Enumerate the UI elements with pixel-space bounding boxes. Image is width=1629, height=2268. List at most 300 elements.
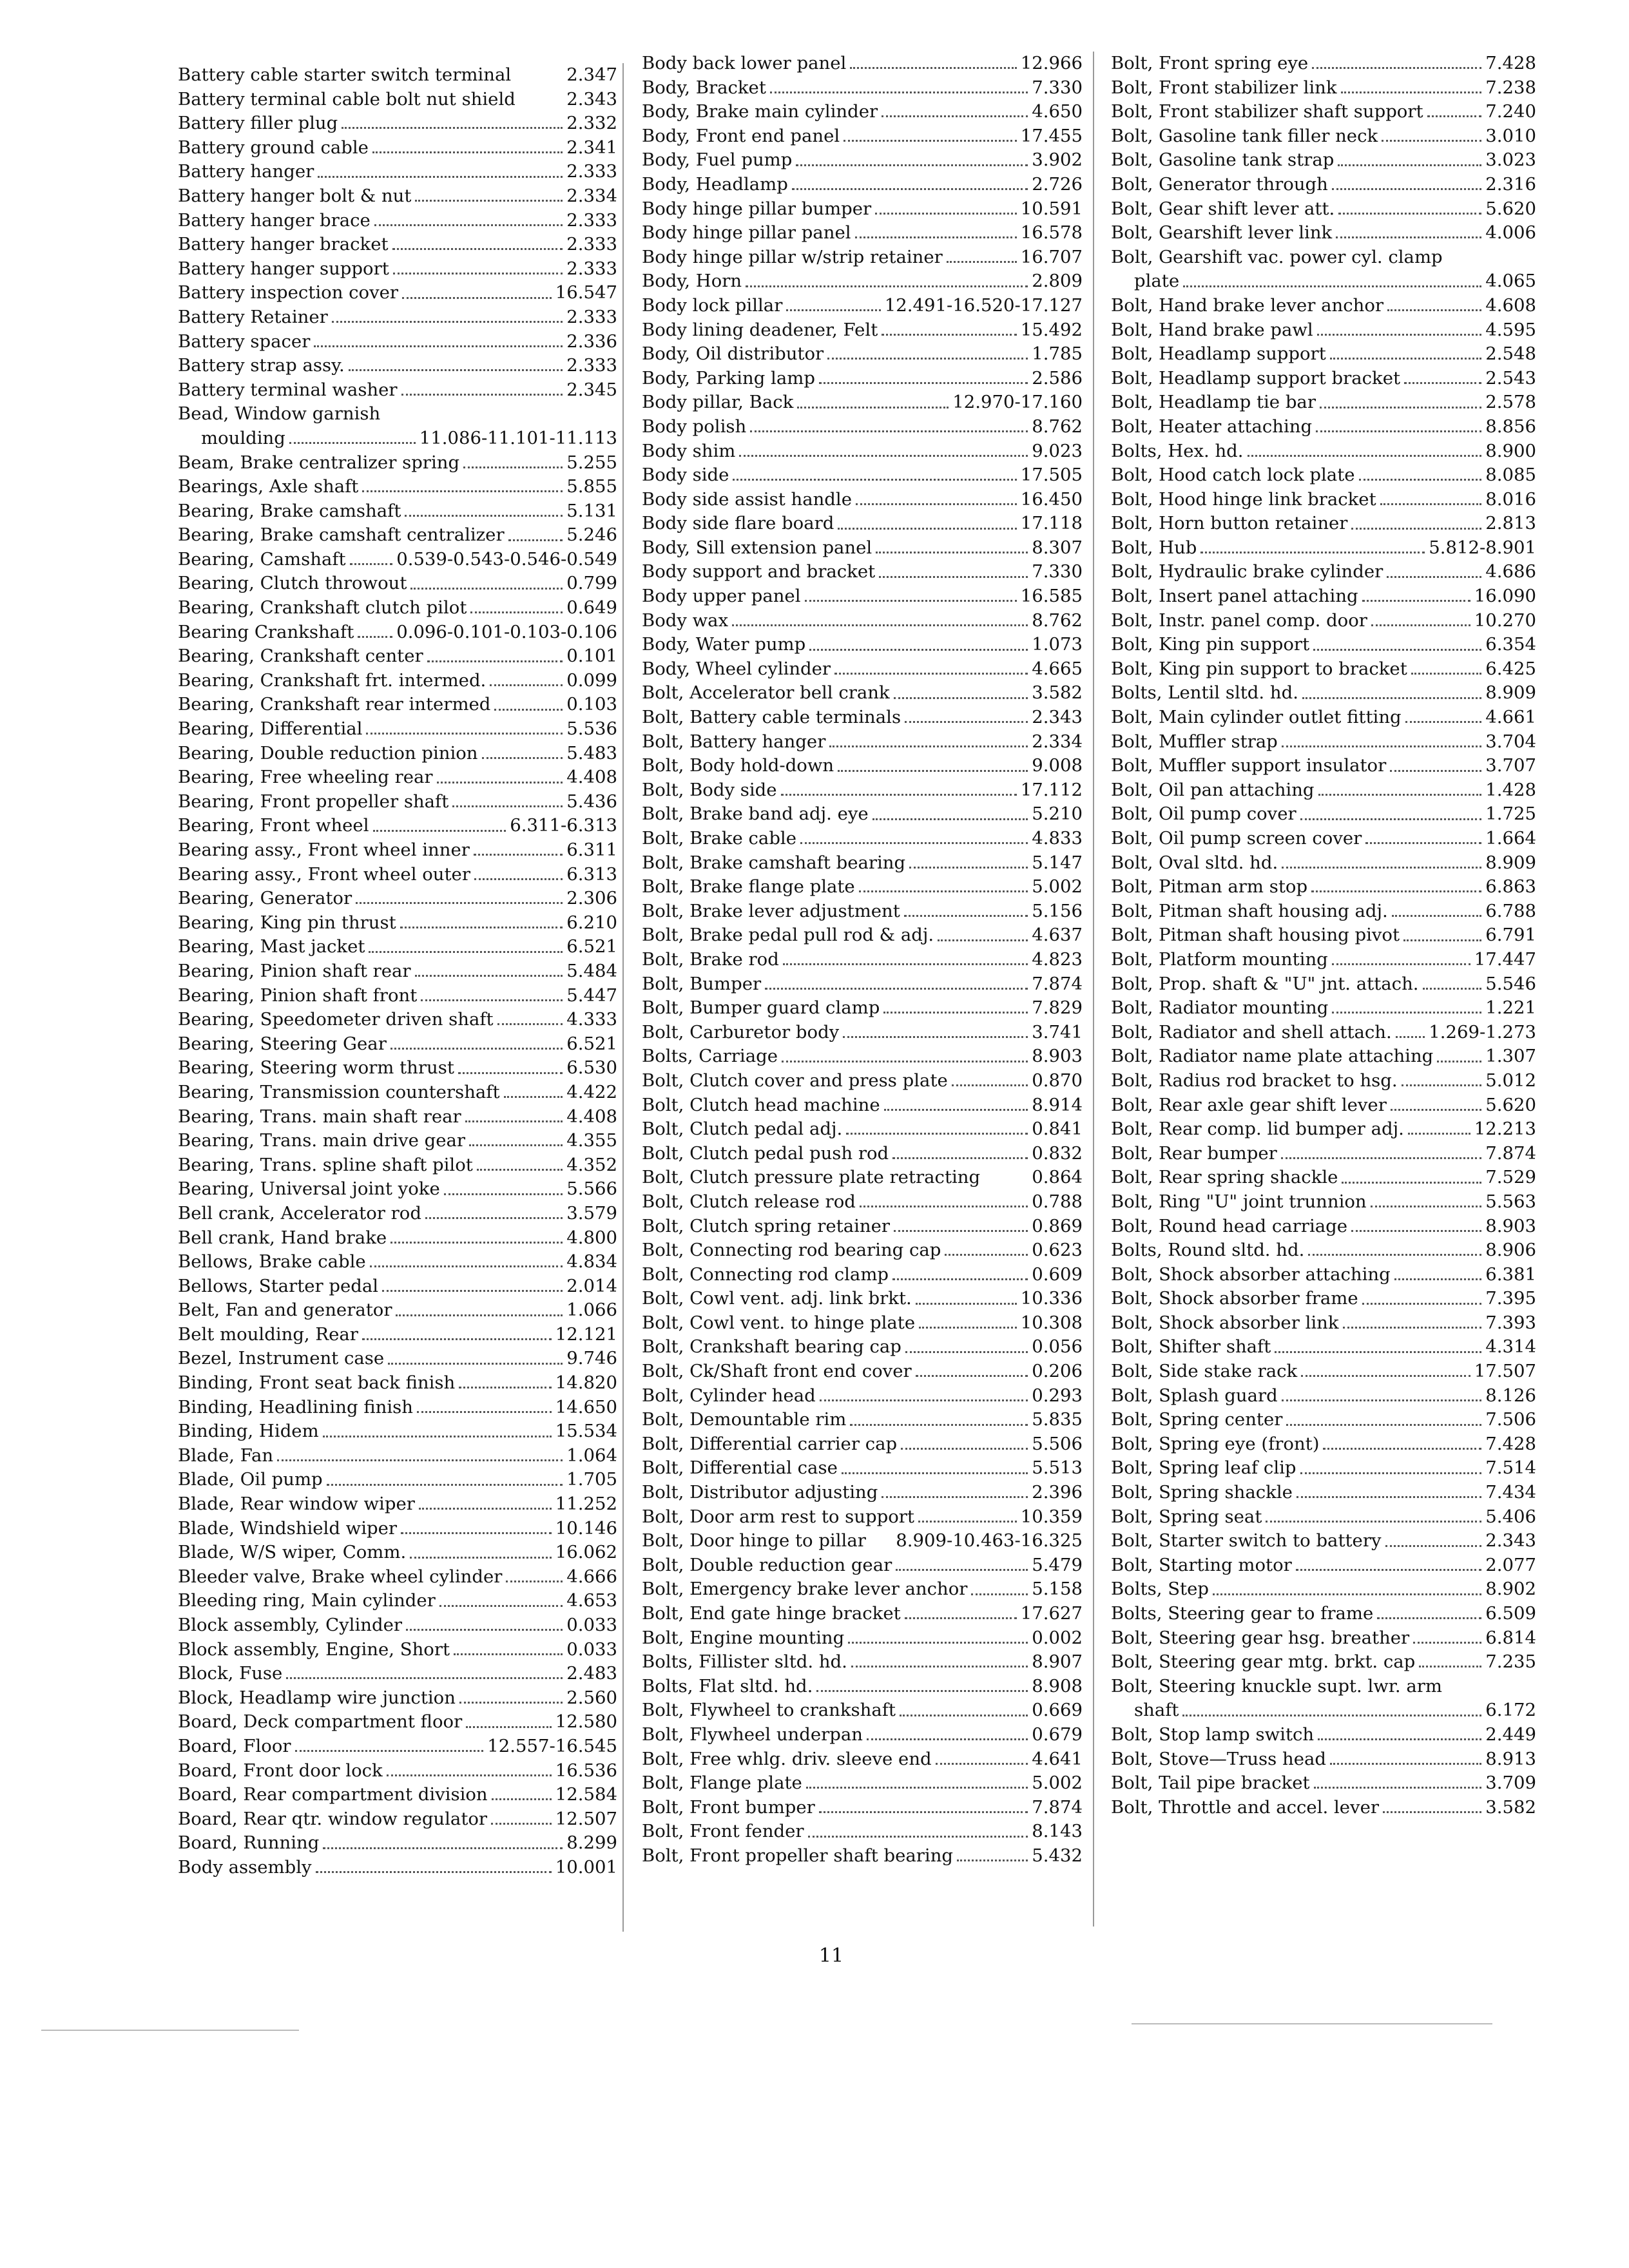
dot-leader bbox=[1351, 528, 1481, 530]
index-entry bbox=[642, 681, 1083, 706]
entry-label: Bolt, Stove—Truss head bbox=[1111, 1748, 1327, 1769]
entry-label: Bolt, Front propeller shaft bearing bbox=[642, 1845, 954, 1866]
index-entry bbox=[1111, 318, 1536, 343]
entry-label: Bolt, Starter switch to battery bbox=[1111, 1530, 1382, 1552]
entry-label: Body, Bracket bbox=[642, 77, 766, 98]
dot-leader bbox=[843, 1036, 1028, 1038]
entry-reference: 5.855 bbox=[566, 476, 617, 497]
entry-label: Body hinge pillar w/strip retainer bbox=[642, 246, 943, 267]
dot-leader bbox=[1301, 1375, 1470, 1377]
entry-reference: 0.033 bbox=[566, 1615, 617, 1635]
dot-leader bbox=[1183, 285, 1481, 287]
entry-label: Board, Rear qtr. window regulator bbox=[178, 1808, 488, 1829]
entry-label: Bearing, Steering Gear bbox=[178, 1033, 387, 1054]
dot-leader bbox=[405, 515, 563, 517]
dot-leader bbox=[1413, 1642, 1481, 1644]
entry-reference: 10.146 bbox=[555, 1517, 617, 1539]
index-entry bbox=[642, 124, 1083, 149]
index-entry bbox=[178, 1783, 617, 1807]
entry-reference: 5.479 bbox=[1032, 1554, 1083, 1575]
entry-label: Body wax bbox=[642, 610, 729, 631]
entry-reference: 2.336 bbox=[566, 331, 617, 352]
index-entry bbox=[178, 548, 617, 572]
index-entry bbox=[642, 1505, 1083, 1530]
index-entry bbox=[642, 1384, 1083, 1408]
entry-label: Belt, Fan and generator bbox=[178, 1300, 392, 1321]
entry-label: Bearing, Transmission countershaft bbox=[178, 1081, 500, 1102]
index-entry bbox=[642, 1142, 1083, 1166]
entry-label: Bolt, Spring leaf clip bbox=[1111, 1457, 1296, 1479]
index-entry bbox=[642, 584, 1083, 609]
dot-leader bbox=[1282, 745, 1481, 747]
entry-reference: 7.395 bbox=[1485, 1288, 1536, 1309]
entry-reference: 16.578 bbox=[1020, 222, 1083, 244]
entry-reference: 0.206 bbox=[1032, 1361, 1083, 1382]
entry-label: Bolt, Demountable rim bbox=[642, 1409, 847, 1430]
index-entry bbox=[642, 1360, 1083, 1384]
index-entry bbox=[178, 717, 617, 742]
entry-label: Bolt, End gate hinge bracket bbox=[642, 1603, 901, 1624]
entry-label: Bolt, Carburetor body bbox=[642, 1021, 840, 1043]
entry-label: Bolt, Oil pump cover bbox=[1111, 803, 1296, 825]
index-entry bbox=[178, 1177, 617, 1202]
entry-reference: 0.539-0.543-0.546-0.549 bbox=[396, 548, 617, 570]
index-entry bbox=[642, 1577, 1083, 1602]
dot-leader bbox=[945, 1254, 1028, 1256]
entry-label: Bearing, Crankshaft frt. intermed. bbox=[178, 669, 487, 691]
dot-leader bbox=[1248, 455, 1482, 457]
entry-label: Bolt, Radius rod bracket to hsg. bbox=[1111, 1070, 1398, 1091]
entry-label: Bolt, Headlamp support bracket bbox=[1111, 367, 1401, 389]
dot-leader bbox=[369, 951, 563, 953]
entry-reference: 0.864 bbox=[1032, 1167, 1083, 1188]
entry-label: Body, Headlamp bbox=[642, 173, 788, 195]
entry-reference: 6.814 bbox=[1485, 1627, 1536, 1648]
entry-label: Bolts, Carriage bbox=[642, 1046, 778, 1067]
entry-label: Bolt, Connecting rod clamp bbox=[642, 1264, 889, 1285]
dot-leader bbox=[947, 261, 1017, 263]
entry-reference: 12.580 bbox=[555, 1711, 617, 1733]
dot-leader bbox=[492, 1798, 552, 1800]
index-entry bbox=[178, 1081, 617, 1105]
entry-label: Bearing, Crankshaft rear intermed bbox=[178, 694, 491, 715]
dot-leader bbox=[1312, 67, 1481, 69]
index-entry bbox=[178, 184, 617, 209]
dot-leader bbox=[765, 988, 1028, 990]
column-divider bbox=[622, 63, 624, 1932]
dot-leader bbox=[1377, 1617, 1481, 1619]
dot-leader bbox=[1351, 1230, 1481, 1232]
entry-reference: 10.308 bbox=[1020, 1312, 1083, 1333]
index-entry bbox=[178, 620, 617, 645]
entry-reference: 4.314 bbox=[1485, 1336, 1536, 1358]
entry-label: Body, Brake main cylinder bbox=[642, 101, 878, 122]
index-entry bbox=[642, 342, 1083, 367]
entry-reference: 0.033 bbox=[566, 1639, 617, 1660]
entry-reference: 4.637 bbox=[1032, 925, 1083, 946]
index-entry bbox=[642, 948, 1083, 972]
index-entry bbox=[1111, 1432, 1536, 1457]
index-entry bbox=[642, 875, 1083, 899]
index-entry bbox=[642, 245, 1083, 270]
dot-leader bbox=[1392, 915, 1481, 917]
dot-leader bbox=[289, 442, 416, 444]
entry-reference: 9.008 bbox=[1032, 755, 1083, 776]
dot-leader bbox=[1182, 1715, 1481, 1716]
entry-label: Bearing, Crankshaft clutch pilot bbox=[178, 597, 467, 619]
entry-label: Binding, Hidem bbox=[178, 1421, 319, 1442]
entry-label: Bolt, Body side bbox=[642, 779, 777, 800]
index-entry bbox=[178, 572, 617, 596]
dot-leader bbox=[783, 963, 1028, 965]
entry-reference: 5.210 bbox=[1032, 803, 1083, 825]
entry-reference: 2.560 bbox=[566, 1687, 617, 1708]
dot-leader bbox=[879, 576, 1028, 578]
dot-leader bbox=[402, 297, 552, 299]
entry-label: Bolt, Clutch pedal push rod bbox=[642, 1142, 889, 1164]
entry-reference: 8.762 bbox=[1032, 416, 1083, 437]
index-entry bbox=[178, 330, 617, 354]
index-entry bbox=[178, 1613, 617, 1638]
entry-label: Bearing, Double reduction pinion bbox=[178, 742, 478, 764]
dot-leader bbox=[1437, 1061, 1481, 1062]
entry-label: Blade, W/S wiper, Comm. bbox=[178, 1542, 407, 1563]
index-entry bbox=[1111, 1117, 1536, 1142]
entry-label: Battery ground cable bbox=[178, 137, 369, 158]
dot-leader bbox=[1281, 1157, 1481, 1159]
index-entry bbox=[178, 1419, 617, 1444]
entry-label: Block, Headlamp wire junction bbox=[178, 1687, 456, 1708]
entry-label: Bolt, Pitman shaft housing adj. bbox=[1111, 900, 1388, 921]
dot-leader bbox=[437, 782, 563, 783]
dot-leader bbox=[1213, 1593, 1481, 1595]
index-entry bbox=[642, 148, 1083, 173]
dot-leader bbox=[827, 358, 1028, 360]
entry-label: Body, Oil distributor bbox=[642, 343, 824, 365]
entry-reference: 8.307 bbox=[1032, 537, 1083, 558]
entry-reference: 6.791 bbox=[1485, 925, 1536, 946]
index-entry bbox=[642, 827, 1083, 851]
index-entry bbox=[178, 1226, 617, 1251]
index-entry bbox=[1111, 560, 1536, 584]
dot-leader bbox=[892, 1157, 1028, 1159]
entry-reference: 8.903 bbox=[1032, 1046, 1083, 1067]
entry-reference: 4.653 bbox=[566, 1590, 617, 1611]
index-entry bbox=[642, 390, 1083, 415]
dot-leader bbox=[469, 1144, 563, 1146]
entry-label: Body, Water pump bbox=[642, 634, 806, 655]
dot-leader bbox=[506, 1581, 563, 1582]
index-entry bbox=[178, 959, 617, 984]
entry-label: Bolt, Headlamp tie bar bbox=[1111, 392, 1316, 413]
entry-label: Bolts, Steering gear to frame bbox=[1111, 1603, 1374, 1624]
entry-reference: 2.333 bbox=[566, 234, 617, 255]
entry-reference: 1.066 bbox=[566, 1300, 617, 1321]
index-entry bbox=[178, 1202, 617, 1226]
dot-leader bbox=[892, 1278, 1028, 1280]
entry-label: Bolt, Brake rod bbox=[642, 948, 779, 970]
index-entry bbox=[1111, 851, 1536, 876]
entry-label: Bolt, Pitman arm stop bbox=[1111, 876, 1308, 898]
entry-label: Bolt, Front stabilizer shaft support bbox=[1111, 101, 1423, 122]
entry-label: Bolt, Door arm rest to support bbox=[642, 1506, 914, 1527]
entry-label: Body, Front end panel bbox=[642, 125, 840, 146]
entry-label: Bolt, Hub bbox=[1111, 537, 1197, 558]
dot-leader bbox=[919, 1327, 1017, 1329]
entry-label: Bolt, Rear comp. lid bumper adj. bbox=[1111, 1119, 1404, 1140]
dot-leader bbox=[374, 224, 563, 226]
entry-label: Bolt, Crankshaft bearing cap bbox=[642, 1336, 901, 1358]
index-entry bbox=[178, 1371, 617, 1396]
dot-leader bbox=[1380, 503, 1482, 505]
index-entry bbox=[1111, 342, 1536, 367]
dot-leader bbox=[370, 1265, 563, 1267]
entry-label: Bearing, King pin thrust bbox=[178, 912, 396, 933]
dot-leader bbox=[1396, 1036, 1425, 1038]
index-entry bbox=[1111, 1553, 1536, 1578]
index-entry bbox=[642, 221, 1083, 245]
dot-leader bbox=[957, 1860, 1028, 1861]
index-entry bbox=[178, 1492, 617, 1517]
entry-label: Bolt, Hood hinge link bracket bbox=[1111, 488, 1376, 510]
dot-leader bbox=[1403, 939, 1481, 941]
entry-label: Bellows, Starter pedal bbox=[178, 1275, 379, 1296]
scan-artifact-line bbox=[1132, 2023, 1492, 2024]
dot-leader bbox=[366, 733, 563, 735]
index-entry bbox=[642, 1844, 1083, 1869]
dot-leader bbox=[834, 673, 1028, 675]
entry-reference: 2.334 bbox=[566, 185, 617, 206]
index-entry bbox=[642, 609, 1083, 633]
entry-label: Bolt, Oval sltd. hd. bbox=[1111, 852, 1278, 873]
index-entry bbox=[642, 1021, 1083, 1045]
index-entry bbox=[642, 173, 1083, 197]
entry-label: Bolt, Cowl vent. adj. link brkt. bbox=[642, 1288, 912, 1309]
entry-label: Bearing, Steering worm thrust bbox=[178, 1057, 454, 1079]
index-entry bbox=[1111, 390, 1536, 415]
entry-label: Bolt, Double reduction gear bbox=[642, 1554, 892, 1575]
index-entry bbox=[642, 1263, 1083, 1287]
entry-reference: 16.536 bbox=[555, 1760, 617, 1781]
dot-leader bbox=[1313, 649, 1481, 651]
entry-label: Battery spacer bbox=[178, 331, 311, 352]
entry-label: Bolt, Heater attaching bbox=[1111, 416, 1313, 437]
entry-reference: 10.001 bbox=[555, 1856, 617, 1878]
index-entry bbox=[178, 1517, 617, 1541]
entry-reference: 8.909-10.463-16.325 bbox=[896, 1530, 1083, 1552]
entry-reference: 1.307 bbox=[1485, 1046, 1536, 1067]
index-entry bbox=[1111, 1311, 1536, 1336]
index-entry bbox=[178, 88, 617, 112]
entry-reference: 6.354 bbox=[1485, 634, 1536, 655]
index-entry bbox=[642, 1820, 1083, 1844]
entry-label: Bolt, Rear spring shackle bbox=[1111, 1167, 1338, 1188]
dot-leader bbox=[918, 1521, 1017, 1523]
dot-leader bbox=[1338, 164, 1481, 166]
entry-label: Body side flare board bbox=[642, 513, 834, 534]
index-column-2 bbox=[642, 52, 1083, 1869]
entry-reference: 2.347 bbox=[566, 64, 617, 85]
entry-label: Body hinge pillar bumper bbox=[642, 198, 872, 219]
index-entry bbox=[642, 778, 1083, 803]
dot-leader bbox=[819, 382, 1028, 384]
scan-artifact-line bbox=[41, 2030, 299, 2031]
entry-reference: 0.669 bbox=[1032, 1700, 1083, 1721]
entry-reference: 7.514 bbox=[1485, 1457, 1536, 1479]
index-entry bbox=[1111, 802, 1536, 827]
entry-label: Bolts, Flat sltd. hd. bbox=[642, 1675, 813, 1696]
entry-label: Battery terminal washer bbox=[178, 379, 398, 400]
entry-label: Battery filler plug bbox=[178, 113, 338, 134]
entry-label: Bolt, Shock absorber link bbox=[1111, 1312, 1339, 1333]
entry-reference: 17.112 bbox=[1020, 779, 1083, 800]
dot-leader bbox=[323, 1847, 563, 1849]
dot-leader bbox=[900, 1715, 1028, 1716]
entry-reference: 11.086-11.101-11.113 bbox=[419, 427, 617, 448]
index-entry bbox=[642, 1675, 1083, 1699]
entry-reference: 6.530 bbox=[566, 1057, 617, 1079]
entry-label: Battery hanger bracket bbox=[178, 234, 389, 255]
dot-leader bbox=[1316, 430, 1481, 432]
entry-label: Bolt, Door hinge to pillar bbox=[642, 1530, 866, 1552]
index-entry bbox=[1111, 197, 1536, 222]
entry-reference: 17.505 bbox=[1020, 465, 1083, 486]
entry-label: Body polish bbox=[642, 416, 747, 437]
entry-label: Bolt, Body hold-down bbox=[642, 755, 834, 776]
entry-label: Bezel, Instrument case bbox=[178, 1348, 385, 1369]
dot-leader bbox=[458, 1072, 563, 1074]
dot-leader bbox=[406, 1629, 563, 1631]
index-entry bbox=[178, 281, 617, 305]
dot-leader bbox=[1275, 1351, 1481, 1353]
entry-reference: 16.707 bbox=[1020, 246, 1083, 267]
entry-reference: 12.213 bbox=[1474, 1119, 1536, 1140]
entry-reference: 16.450 bbox=[1020, 488, 1083, 510]
index-entry bbox=[178, 1056, 617, 1081]
index-entry bbox=[178, 1444, 617, 1468]
entry-reference: 16.585 bbox=[1020, 586, 1083, 607]
dot-leader bbox=[474, 854, 563, 856]
entry-reference: 4.608 bbox=[1485, 294, 1536, 316]
dot-leader bbox=[1394, 1278, 1482, 1280]
entry-reference: 8.143 bbox=[1032, 1821, 1083, 1842]
entry-reference: 15.492 bbox=[1020, 319, 1083, 340]
dot-leader bbox=[860, 1206, 1028, 1207]
dot-leader bbox=[1382, 140, 1481, 142]
index-entry bbox=[642, 1602, 1083, 1626]
dot-leader bbox=[1427, 115, 1482, 117]
entry-reference: 5.483 bbox=[566, 742, 617, 764]
entry-reference: 1.269-1.273 bbox=[1429, 1021, 1536, 1043]
index-entry bbox=[1111, 536, 1536, 561]
dot-leader bbox=[905, 1351, 1028, 1353]
entry-reference: 4.595 bbox=[1485, 319, 1536, 340]
entry-label: Block assembly, Cylinder bbox=[178, 1615, 403, 1635]
dot-leader bbox=[286, 1677, 563, 1679]
dot-leader bbox=[504, 1096, 563, 1098]
index-entry bbox=[1111, 1796, 1536, 1820]
dot-leader bbox=[805, 600, 1017, 602]
entry-reference: 4.665 bbox=[1032, 658, 1083, 679]
entry-reference: 0.056 bbox=[1032, 1336, 1083, 1358]
entry-label: Bearing, Front wheel bbox=[178, 815, 369, 836]
index-entry bbox=[1111, 1577, 1536, 1602]
entry-reference: 4.661 bbox=[1485, 707, 1536, 728]
entry-reference: 1.064 bbox=[566, 1445, 617, 1466]
dot-leader bbox=[916, 1303, 1017, 1305]
index-entry bbox=[642, 706, 1083, 730]
entry-label: Bearing, Trans. main shaft rear bbox=[178, 1106, 461, 1127]
dot-leader bbox=[318, 176, 563, 178]
entry-reference: 7.874 bbox=[1032, 973, 1083, 994]
entry-label: Bolt, Front fender bbox=[642, 1821, 804, 1842]
dot-leader bbox=[1300, 818, 1482, 820]
dot-leader bbox=[459, 1702, 563, 1704]
entry-reference: 5.246 bbox=[566, 524, 617, 546]
entry-label: Bolt, Stop lamp switch bbox=[1111, 1724, 1315, 1745]
entry-reference: 3.704 bbox=[1485, 731, 1536, 752]
index-entry bbox=[642, 1650, 1083, 1675]
index-entry bbox=[1111, 1044, 1536, 1069]
index-entry bbox=[642, 488, 1083, 512]
entry-label: Bolt, Round head carriage bbox=[1111, 1215, 1348, 1236]
entry-label: Bearing, Clutch throwout bbox=[178, 573, 407, 594]
dot-leader bbox=[819, 1811, 1028, 1813]
entry-label: Bolt, Headlamp support bbox=[1111, 343, 1326, 365]
dot-leader bbox=[1404, 382, 1481, 384]
entry-reference: 8.909 bbox=[1485, 852, 1536, 873]
entry-reference: 8.126 bbox=[1485, 1385, 1536, 1406]
dot-leader bbox=[952, 1084, 1028, 1086]
dot-leader bbox=[316, 1871, 552, 1873]
index-entry bbox=[642, 1287, 1083, 1311]
entry-reference: 17.447 bbox=[1474, 948, 1536, 970]
entry-reference: 4.333 bbox=[566, 1009, 617, 1030]
entry-label: Bleeder valve, Brake wheel cylinder bbox=[178, 1566, 503, 1587]
index-entry bbox=[178, 1686, 617, 1711]
dot-leader bbox=[971, 1593, 1028, 1595]
dot-leader bbox=[387, 1774, 552, 1776]
entry-reference: 5.255 bbox=[566, 452, 617, 473]
index-entry bbox=[178, 1589, 617, 1613]
index-entry bbox=[642, 1529, 1083, 1553]
index-entry bbox=[1111, 148, 1536, 173]
dot-leader bbox=[1385, 1545, 1482, 1547]
entry-label: Bolt, Cowl vent. to hinge plate bbox=[642, 1312, 916, 1333]
entry-label: Bolt, Front spring eye bbox=[1111, 53, 1309, 73]
entry-label: Bolt, Brake cable bbox=[642, 828, 796, 849]
index-entry bbox=[1111, 173, 1536, 197]
entry-label: Bead, Window garnish bbox=[178, 403, 381, 425]
index-entry bbox=[178, 305, 617, 330]
dot-leader bbox=[425, 1217, 563, 1219]
index-entry bbox=[642, 100, 1083, 124]
dot-leader bbox=[1371, 1206, 1482, 1207]
dot-leader bbox=[419, 1508, 552, 1510]
dot-leader bbox=[393, 273, 563, 274]
dot-leader bbox=[439, 1605, 563, 1607]
index-entry bbox=[642, 1166, 1083, 1190]
index-entry bbox=[642, 1626, 1083, 1651]
entry-label: Bolt, Muffler strap bbox=[1111, 731, 1278, 752]
index-column-1 bbox=[178, 63, 617, 1880]
entry-reference: 2.014 bbox=[566, 1275, 617, 1296]
dot-leader bbox=[739, 455, 1028, 457]
entry-label: Bolt, Gasoline tank filler neck bbox=[1111, 125, 1378, 146]
entry-reference: 6.210 bbox=[566, 912, 617, 933]
dot-leader bbox=[1314, 1787, 1482, 1789]
entry-reference: 8.908 bbox=[1032, 1675, 1083, 1696]
